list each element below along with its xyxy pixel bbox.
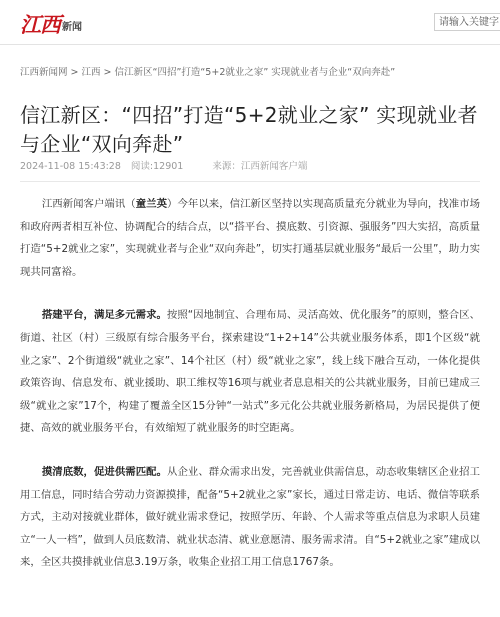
publish-datetime: 2024-11-08 15:43:28 <box>20 161 121 172</box>
search-input[interactable]: 请输入关键字 <box>434 13 500 31</box>
paragraph-platform <box>20 304 480 440</box>
breadcrumb <box>20 64 395 78</box>
breadcrumb-separator: > <box>100 67 115 78</box>
article-body <box>20 193 480 595</box>
paragraph-baseline <box>20 461 480 574</box>
breadcrumb-xinjiang[interactable]: 信江新区 <box>114 67 153 78</box>
source-label: 来源： <box>212 161 241 172</box>
breadcrumb-current: “四招”打造“5+2就业之家” 实现就业者与企业“双向奔赴” <box>152 67 396 78</box>
article-title: 信江新区：“四招”打造“5+2就业之家” 实现就业者与企业“双向奔赴” <box>20 103 478 157</box>
logo-subtext: 新闻 <box>62 22 82 33</box>
section-text: 按照“因地制宜、合理布局、灵活高效、优化服务”的原则，整合区、街道、社区（村）三级原有综合服务平台，探索建设“1+2+14”公共就业服务体系，即1个区级“就业之家”、2个街道级“就业之家”、14个社区（村）级“就业之家”，线上线下融合互动，一体化提供政策咨询、信息发布、就业援助、职工维权等16项与就业者息息相关的公共就业服务，目前已建成三级“就业之家”17个，构建了覆盖全区15分钟“一站式”多元化公共就业服务新格局，为居民提供了便捷、高效的就业服务平台，有效缩短了就业服务的时空距离。 <box>20 309 481 435</box>
site-logo[interactable] <box>20 12 82 36</box>
source-name: 江西新闻客户端 <box>240 161 308 172</box>
site-header <box>0 0 500 45</box>
views-label: 阅读: <box>130 161 154 172</box>
paragraph-intro <box>20 193 480 283</box>
article-meta <box>20 158 317 172</box>
views-count: 12901 <box>153 161 184 172</box>
section-heading: 摸清底数，促进供需匹配。 <box>41 465 168 478</box>
section-heading: 搭建平台，满足多元需求。 <box>41 309 167 322</box>
section-text: 从企业、群众需求出发，完善就业供需信息，动态收集辖区企业招工用工信息，同时结合劳动力资源摸排，配备“5+2就业之家”家长，通过日常走访、电话、微信等联系方式，主动对接就业群体，做好就业需求登记，按照学历、年龄、个人需求等重点信息为求职人员建立“一人一档”，做到人员底数清、就业状态清、就业意愿清、服务需求清。自“5+2就业之家”建成以来，全区共摸排就业信息3.19万条，收集企业招工用工信息1767条。 <box>20 465 480 569</box>
intro-text: ）今年以来，信江新区坚持以实现高质量充分就业为导向，找准市场和政府两者相互补位、协调配合的结合点，以“搭平台、摸底数、引资源、强服务”四大实招，高质量打造“5+2就业之家”，实现就业者与企业“双向奔赴”，切实打通基层就业服务“最后一公里”，助力实现共同富裕。 <box>20 198 481 278</box>
logo-text: 江西 <box>20 12 60 37</box>
author-name: 童兰英 <box>135 198 168 210</box>
divider <box>20 181 480 182</box>
breadcrumb-home[interactable]: 江西新闻网 <box>20 67 68 78</box>
breadcrumb-jiangxi[interactable]: 江西 <box>81 67 101 78</box>
intro-lead: 江西新闻客户端讯（ <box>41 198 136 210</box>
breadcrumb-separator: > <box>67 67 82 78</box>
